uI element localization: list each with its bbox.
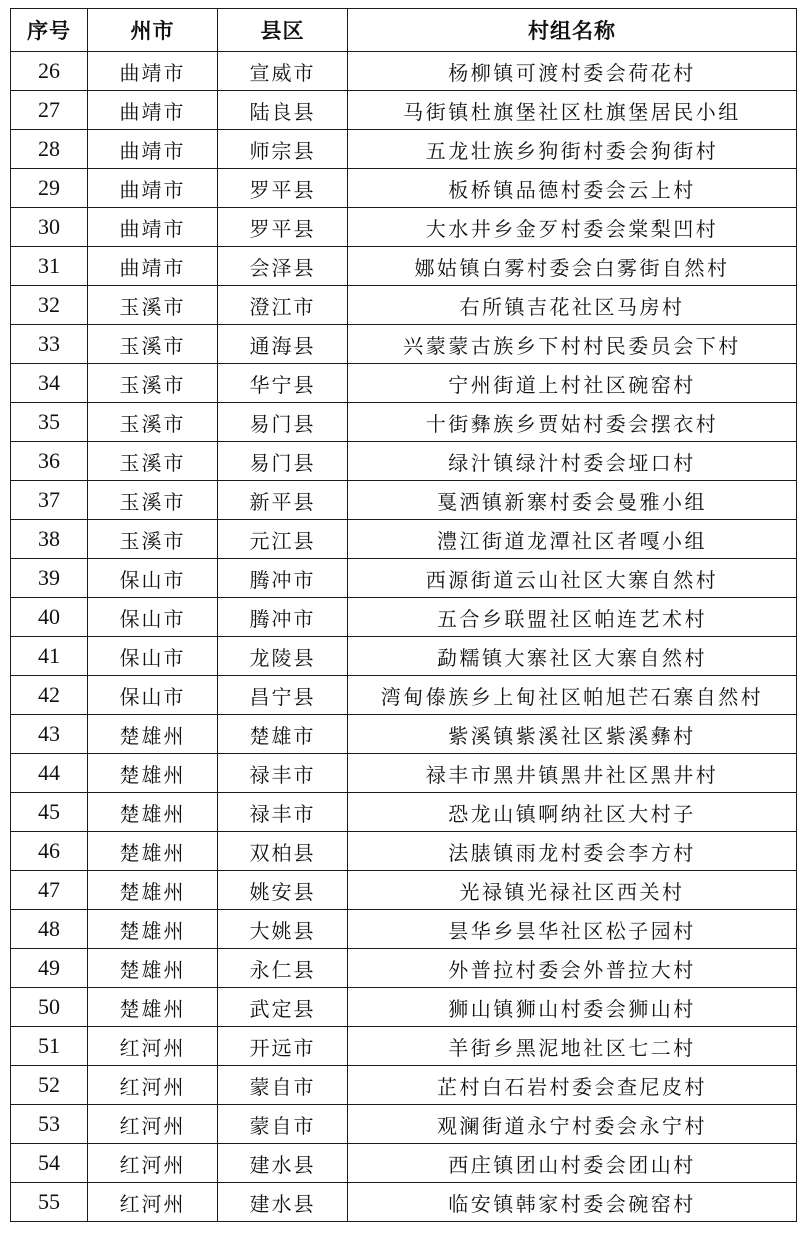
serial-number-cell: 49	[11, 949, 88, 988]
serial-number-cell: 46	[11, 832, 88, 871]
county-cell: 武定县	[218, 988, 348, 1027]
table-row	[11, 325, 797, 364]
serial-number-cell: 50	[11, 988, 88, 1027]
prefecture-cell: 玉溪市	[88, 442, 218, 481]
prefecture-cell: 楚雄州	[88, 910, 218, 949]
prefecture-cell: 玉溪市	[88, 364, 218, 403]
village-name-cell: 杨柳镇可渡村委会荷花村	[348, 52, 797, 91]
header-county: 县区	[218, 9, 348, 52]
prefecture-cell: 玉溪市	[88, 481, 218, 520]
serial-number-cell: 27	[11, 91, 88, 130]
serial-number-cell: 43	[11, 715, 88, 754]
village-name-cell: 马街镇杜旗堡社区杜旗堡居民小组	[348, 91, 797, 130]
table-row	[11, 988, 797, 1027]
county-cell: 蒙自市	[218, 1066, 348, 1105]
village-name-cell: 五龙壮族乡狗街村委会狗街村	[348, 130, 797, 169]
serial-number-cell: 55	[11, 1183, 88, 1222]
county-cell: 楚雄市	[218, 715, 348, 754]
village-name-cell: 临安镇韩家村委会碗窑村	[348, 1183, 797, 1222]
county-cell: 龙陵县	[218, 637, 348, 676]
serial-number-cell: 30	[11, 208, 88, 247]
table-row	[11, 169, 797, 208]
prefecture-cell: 玉溪市	[88, 325, 218, 364]
village-name-cell: 羊街乡黑泥地社区七二村	[348, 1027, 797, 1066]
table-row	[11, 91, 797, 130]
serial-number-cell: 34	[11, 364, 88, 403]
serial-number-cell: 37	[11, 481, 88, 520]
serial-number-cell: 32	[11, 286, 88, 325]
county-cell: 新平县	[218, 481, 348, 520]
prefecture-cell: 红河州	[88, 1027, 218, 1066]
prefecture-cell: 楚雄州	[88, 754, 218, 793]
village-name-cell: 外普拉村委会外普拉大村	[348, 949, 797, 988]
table-header	[11, 9, 797, 52]
county-cell: 罗平县	[218, 169, 348, 208]
prefecture-cell: 楚雄州	[88, 871, 218, 910]
serial-number-cell: 40	[11, 598, 88, 637]
serial-number-cell: 33	[11, 325, 88, 364]
village-name-cell: 十街彝族乡贾姑村委会摆衣村	[348, 403, 797, 442]
table-row	[11, 754, 797, 793]
prefecture-cell: 楚雄州	[88, 949, 218, 988]
prefecture-cell: 曲靖市	[88, 208, 218, 247]
table-row	[11, 1105, 797, 1144]
table-row	[11, 1066, 797, 1105]
village-name-cell: 狮山镇狮山村委会狮山村	[348, 988, 797, 1027]
county-cell: 昌宁县	[218, 676, 348, 715]
serial-number-cell: 31	[11, 247, 88, 286]
serial-number-cell: 29	[11, 169, 88, 208]
table-row	[11, 247, 797, 286]
village-name-cell: 恐龙山镇啊纳社区大村子	[348, 793, 797, 832]
county-cell: 宣威市	[218, 52, 348, 91]
prefecture-cell: 楚雄州	[88, 832, 218, 871]
table-row	[11, 208, 797, 247]
serial-number-cell: 28	[11, 130, 88, 169]
table-row	[11, 442, 797, 481]
serial-number-cell: 54	[11, 1144, 88, 1183]
village-name-cell: 戛洒镇新寨村委会曼雅小组	[348, 481, 797, 520]
table-body	[11, 52, 797, 1222]
prefecture-cell: 保山市	[88, 676, 218, 715]
prefecture-cell: 红河州	[88, 1183, 218, 1222]
prefecture-cell: 曲靖市	[88, 91, 218, 130]
county-cell: 开远市	[218, 1027, 348, 1066]
table-row	[11, 1144, 797, 1183]
village-name-cell: 娜姑镇白雾村委会白雾街自然村	[348, 247, 797, 286]
serial-number-cell: 53	[11, 1105, 88, 1144]
county-cell: 腾冲市	[218, 559, 348, 598]
county-cell: 禄丰市	[218, 793, 348, 832]
serial-number-cell: 41	[11, 637, 88, 676]
header-village-name: 村组名称	[348, 9, 797, 52]
county-cell: 易门县	[218, 442, 348, 481]
county-cell: 腾冲市	[218, 598, 348, 637]
village-name-cell: 板桥镇品德村委会云上村	[348, 169, 797, 208]
table-row	[11, 52, 797, 91]
village-name-cell: 观澜街道永宁村委会永宁村	[348, 1105, 797, 1144]
prefecture-cell: 红河州	[88, 1105, 218, 1144]
table-row	[11, 832, 797, 871]
county-cell: 会泽县	[218, 247, 348, 286]
table-row	[11, 1183, 797, 1222]
prefecture-cell: 曲靖市	[88, 247, 218, 286]
serial-number-cell: 39	[11, 559, 88, 598]
table-row	[11, 637, 797, 676]
header-row	[11, 9, 797, 52]
prefecture-cell: 玉溪市	[88, 403, 218, 442]
table-row	[11, 130, 797, 169]
table-row	[11, 871, 797, 910]
village-name-cell: 澧江街道龙潭社区者嘎小组	[348, 520, 797, 559]
table-row	[11, 949, 797, 988]
prefecture-cell: 红河州	[88, 1144, 218, 1183]
village-name-cell: 湾甸傣族乡上甸社区帕旭芒石寨自然村	[348, 676, 797, 715]
county-cell: 禄丰市	[218, 754, 348, 793]
village-name-cell: 西源街道云山社区大寨自然村	[348, 559, 797, 598]
serial-number-cell: 35	[11, 403, 88, 442]
county-cell: 永仁县	[218, 949, 348, 988]
village-name-cell: 紫溪镇紫溪社区紫溪彝村	[348, 715, 797, 754]
prefecture-cell: 楚雄州	[88, 715, 218, 754]
county-cell: 陆良县	[218, 91, 348, 130]
county-cell: 师宗县	[218, 130, 348, 169]
village-name-cell: 宁州街道上村社区碗窑村	[348, 364, 797, 403]
header-prefecture: 州市	[88, 9, 218, 52]
serial-number-cell: 48	[11, 910, 88, 949]
table-row	[11, 364, 797, 403]
village-name-cell: 勐糯镇大寨社区大寨自然村	[348, 637, 797, 676]
prefecture-cell: 保山市	[88, 559, 218, 598]
village-name-cell: 大水井乡金歹村委会棠梨凹村	[348, 208, 797, 247]
table-row	[11, 286, 797, 325]
serial-number-cell: 44	[11, 754, 88, 793]
village-name-cell: 右所镇吉花社区马房村	[348, 286, 797, 325]
serial-number-cell: 42	[11, 676, 88, 715]
county-cell: 易门县	[218, 403, 348, 442]
prefecture-cell: 曲靖市	[88, 169, 218, 208]
serial-number-cell: 47	[11, 871, 88, 910]
village-name-cell: 兴蒙蒙古族乡下村村民委员会下村	[348, 325, 797, 364]
village-name-cell: 绿汁镇绿汁村委会垭口村	[348, 442, 797, 481]
village-name-cell: 五合乡联盟社区帕连艺术村	[348, 598, 797, 637]
table-row	[11, 520, 797, 559]
table-row	[11, 1027, 797, 1066]
table-row	[11, 481, 797, 520]
village-name-cell: 法脿镇雨龙村委会李方村	[348, 832, 797, 871]
prefecture-cell: 楚雄州	[88, 793, 218, 832]
village-name-cell: 芷村白石岩村委会查尼皮村	[348, 1066, 797, 1105]
table-row	[11, 598, 797, 637]
serial-number-cell: 38	[11, 520, 88, 559]
county-cell: 罗平县	[218, 208, 348, 247]
prefecture-cell: 保山市	[88, 637, 218, 676]
county-cell: 大姚县	[218, 910, 348, 949]
county-cell: 元江县	[218, 520, 348, 559]
prefecture-cell: 曲靖市	[88, 52, 218, 91]
prefecture-cell: 玉溪市	[88, 520, 218, 559]
village-name-cell: 西庄镇团山村委会团山村	[348, 1144, 797, 1183]
prefecture-cell: 红河州	[88, 1066, 218, 1105]
village-name-cell: 禄丰市黑井镇黑井社区黑井村	[348, 754, 797, 793]
table-row	[11, 910, 797, 949]
serial-number-cell: 36	[11, 442, 88, 481]
county-cell: 姚安县	[218, 871, 348, 910]
prefecture-cell: 曲靖市	[88, 130, 218, 169]
prefecture-cell: 楚雄州	[88, 988, 218, 1027]
prefecture-cell: 保山市	[88, 598, 218, 637]
county-cell: 通海县	[218, 325, 348, 364]
county-cell: 蒙自市	[218, 1105, 348, 1144]
serial-number-cell: 52	[11, 1066, 88, 1105]
table-row	[11, 676, 797, 715]
county-cell: 华宁县	[218, 364, 348, 403]
village-list-table	[10, 8, 797, 1222]
village-name-cell: 昙华乡昙华社区松子园村	[348, 910, 797, 949]
table-row	[11, 715, 797, 754]
table-row	[11, 793, 797, 832]
county-cell: 双柏县	[218, 832, 348, 871]
serial-number-cell: 45	[11, 793, 88, 832]
county-cell: 建水县	[218, 1183, 348, 1222]
village-name-cell: 光禄镇光禄社区西关村	[348, 871, 797, 910]
table-row	[11, 559, 797, 598]
prefecture-cell: 玉溪市	[88, 286, 218, 325]
table-row	[11, 403, 797, 442]
serial-number-cell: 51	[11, 1027, 88, 1066]
header-serial-number: 序号	[11, 9, 88, 52]
county-cell: 建水县	[218, 1144, 348, 1183]
county-cell: 澄江市	[218, 286, 348, 325]
serial-number-cell: 26	[11, 52, 88, 91]
